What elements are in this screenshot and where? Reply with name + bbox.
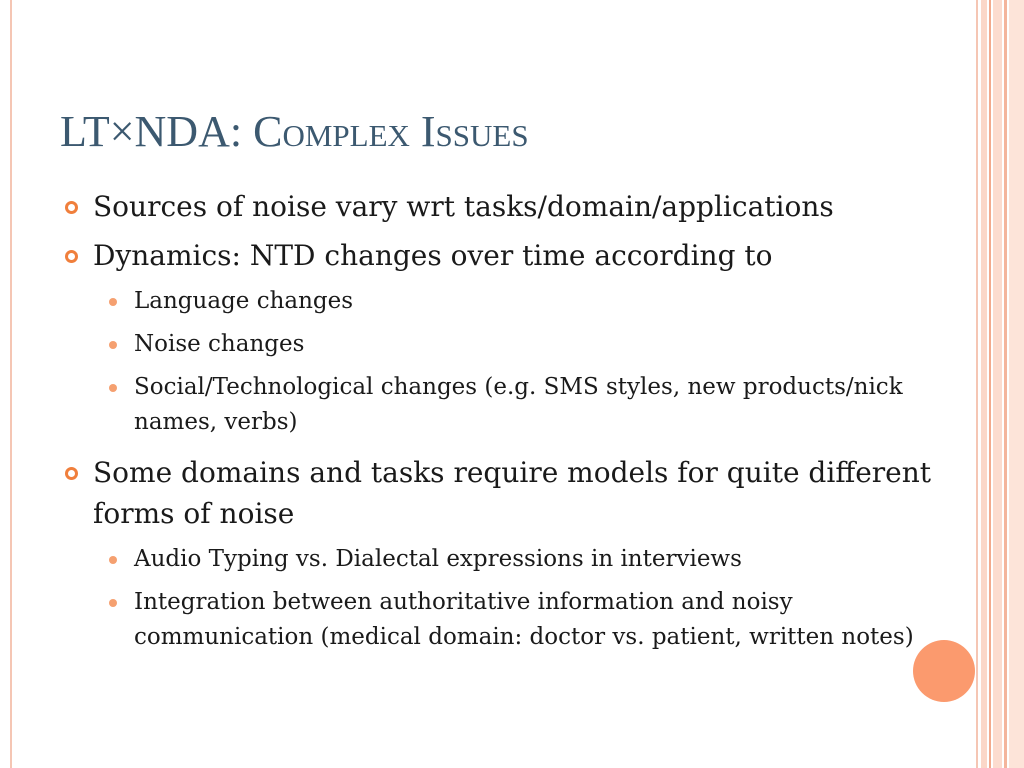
title-prefix: LT×NDA: [60, 107, 254, 156]
decorative-stripe [1004, 0, 1007, 768]
sub-bullet-item [64, 542, 944, 577]
sub-bullet-item [64, 327, 944, 362]
bullet-dot-icon [109, 298, 117, 306]
decorative-stripe [993, 0, 1002, 768]
bullet-item [64, 235, 944, 276]
slide-title [60, 104, 529, 160]
sub-bullet-text: Audio Typing vs. Dialectal expressions in interviews [134, 546, 742, 572]
sub-bullet-item [64, 284, 944, 319]
sub-bullet-text: Social/Technological changes (e.g. SMS styles, new products/nick names, verbs) [134, 374, 903, 435]
bullet-dot-icon [109, 341, 117, 349]
bullet-item [64, 452, 944, 534]
bullet-item [64, 186, 944, 227]
bullet-text: Dynamics: NTD changes over time according to [93, 239, 773, 272]
bullet-circle-icon [65, 250, 78, 263]
bullet-circle-icon [65, 467, 78, 480]
sub-bullet-item [64, 585, 944, 655]
sub-bullet-text: Noise changes [134, 331, 305, 357]
slide-content [64, 186, 944, 663]
bullet-dot-icon [109, 556, 117, 564]
bullet-dot-icon [109, 384, 117, 392]
decorative-stripe [1009, 0, 1024, 768]
decorative-stripe [989, 0, 991, 768]
bullet-text: Some domains and tasks require models for quite different forms of noise [93, 456, 932, 530]
title-suffix: Complex Issues [253, 107, 529, 156]
sub-bullet-item [64, 370, 944, 440]
sub-bullet-text: Integration between authoritative information and noisy communication (medical domain: doctor vs. patient, written notes) [134, 589, 914, 650]
sub-bullet-text: Language changes [134, 288, 354, 314]
bullet-text: Sources of noise vary wrt tasks/domain/applications [93, 190, 834, 223]
bullet-dot-icon [109, 599, 117, 607]
bullet-circle-icon [65, 201, 78, 214]
decorative-stripe [981, 0, 987, 768]
